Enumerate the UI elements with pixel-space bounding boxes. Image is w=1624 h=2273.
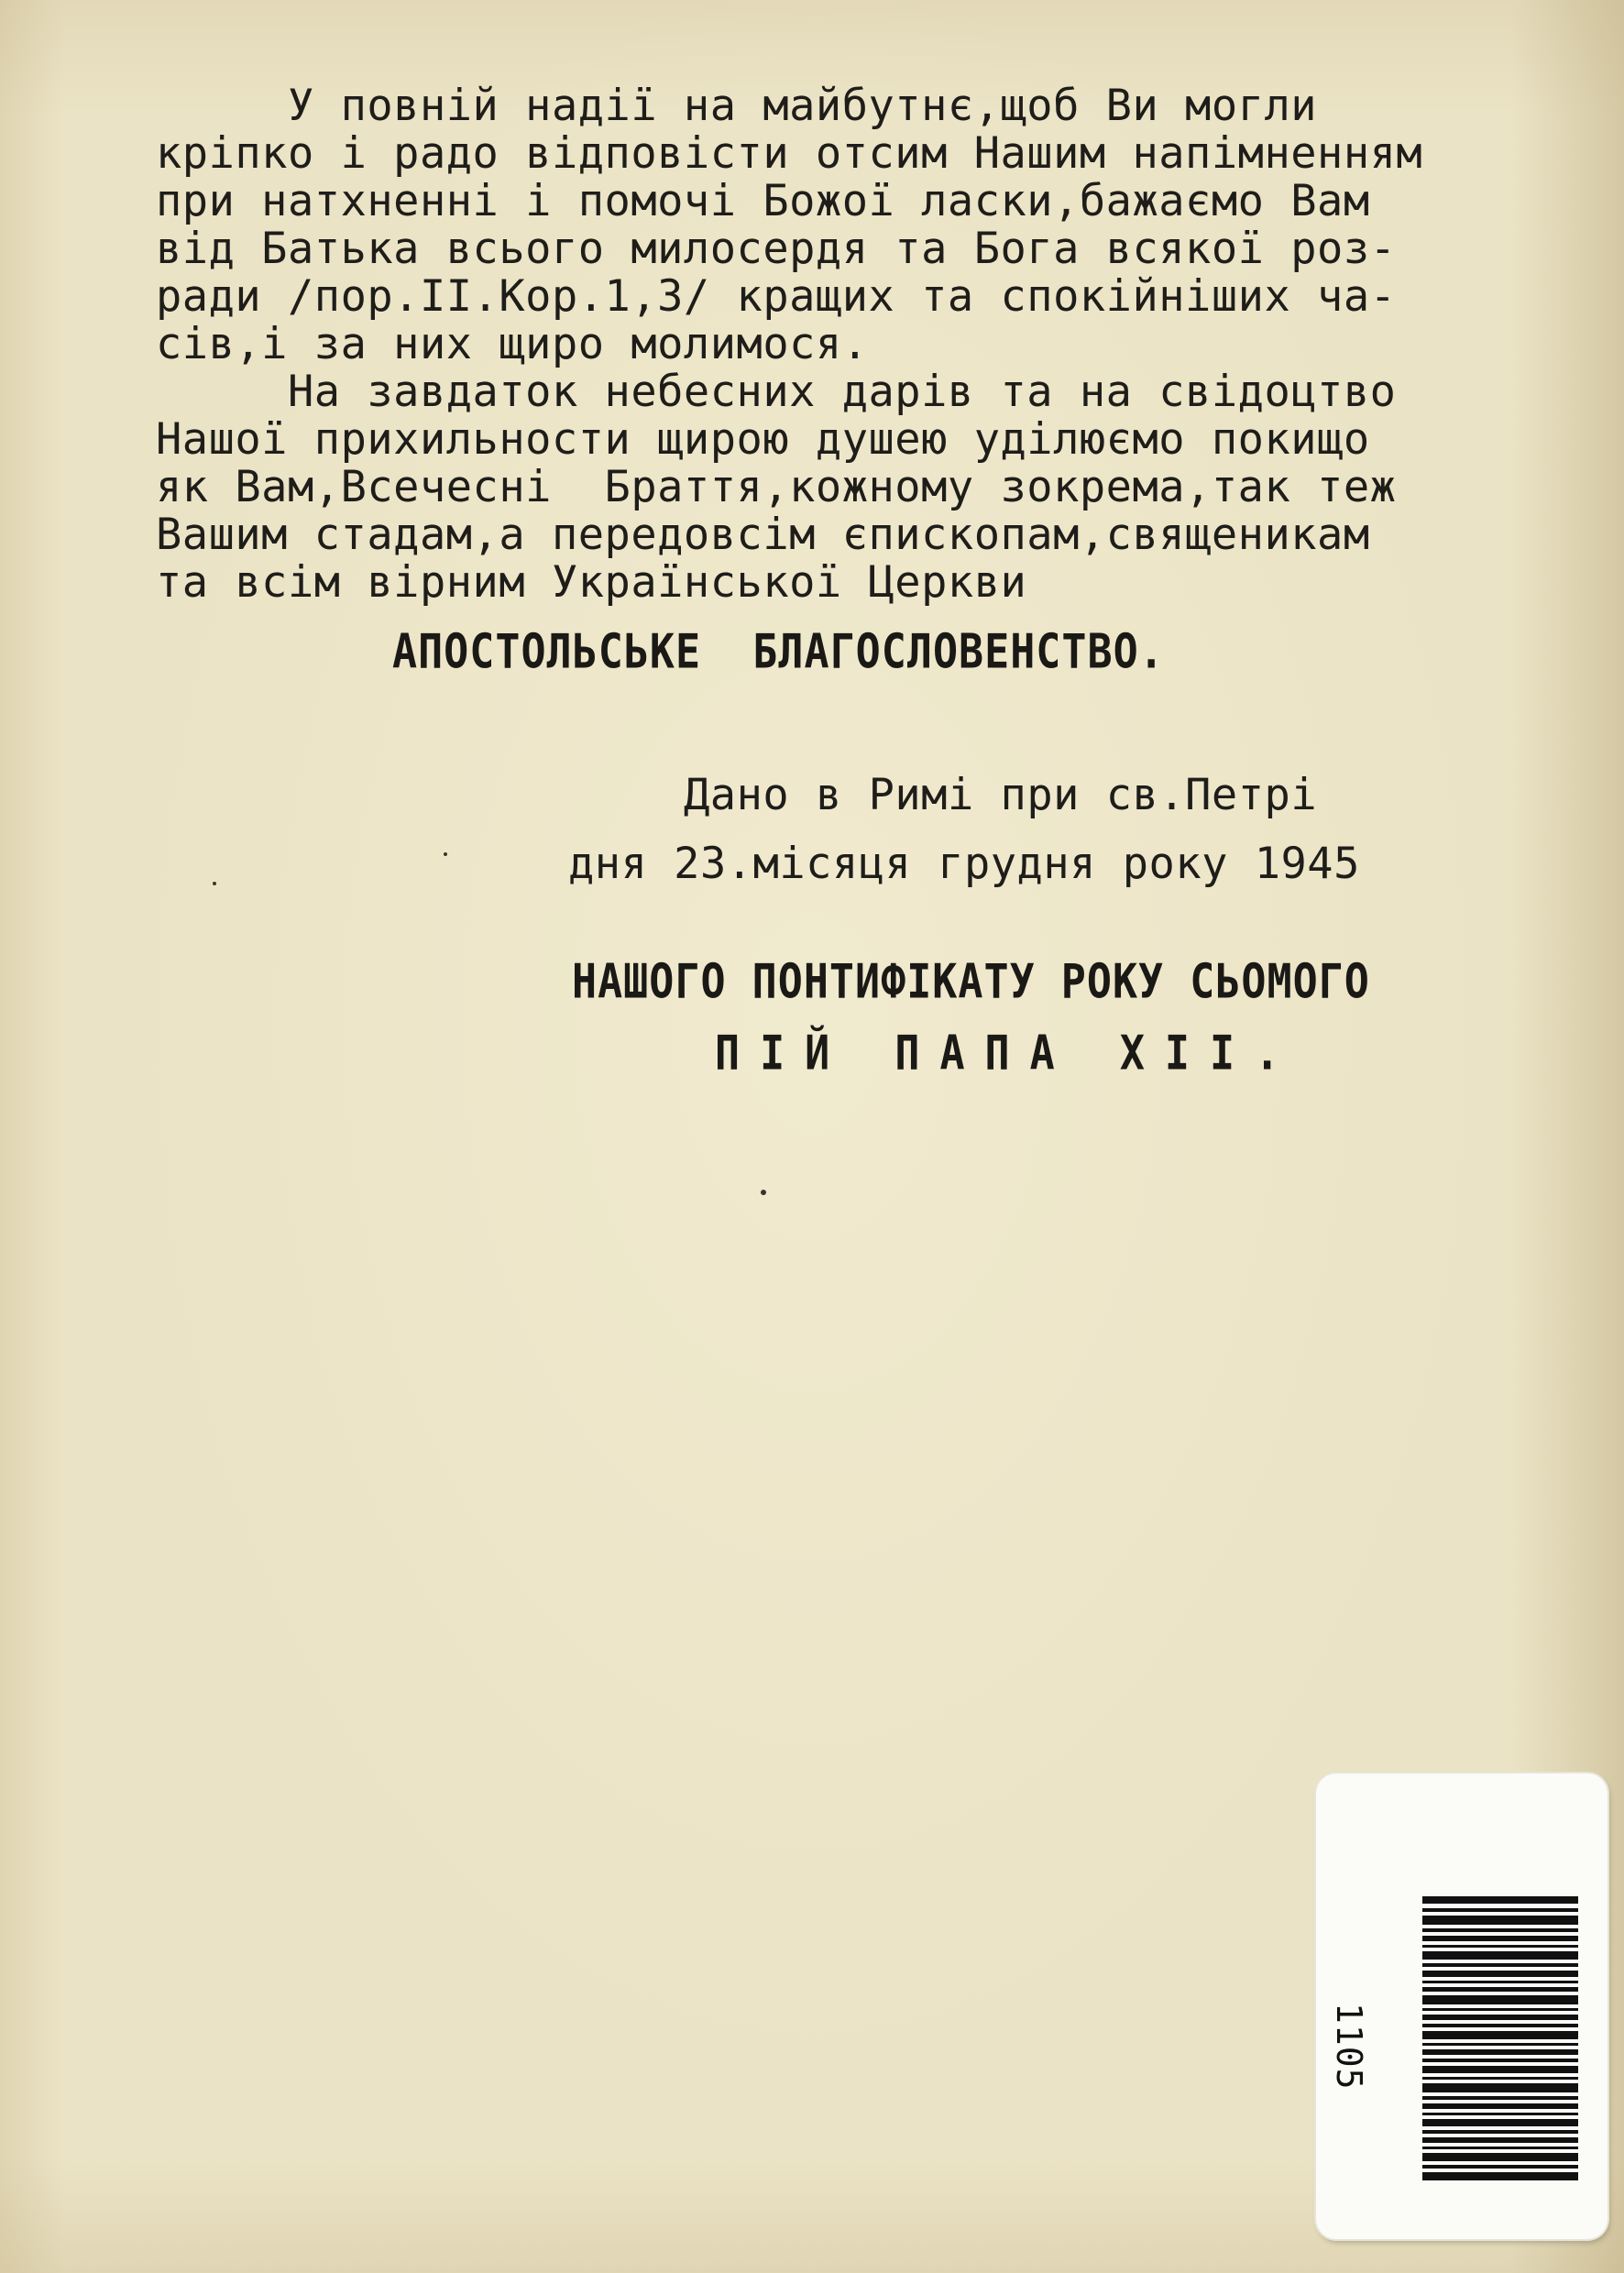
ink-speck	[213, 882, 216, 885]
barcode-icon	[1422, 1896, 1578, 2180]
text-line: при натхненні і помочі Божої ласки,бажаємо Вам	[156, 176, 1370, 226]
text-line: як Вам,Всечесні Браття,кожному зокрема,так теж	[156, 462, 1397, 512]
label-number: 1105	[1329, 2003, 1369, 2091]
pontificate-line: НАШОГО ПОНТИФІКАТУ РОКУ СЬОМОГО	[572, 953, 1370, 1009]
signature: ПІЙ ПАПА XII.	[715, 1025, 1300, 1081]
text-line: На завдаток небесних дарів та на свідоцтво	[156, 367, 1397, 417]
text-line: Вашим стадам,а передовсім єпископам,священикам	[156, 510, 1370, 560]
text-line: Нашої прихильности щирою душею уділюємо покищо	[156, 414, 1370, 465]
given-place: Дано в Римі при св.Петрі	[684, 770, 1318, 820]
library-barcode-label	[1316, 1773, 1608, 2239]
text-line: від Батька всього милосердя та Бога всякої роз-	[156, 224, 1397, 274]
blessing-heading: АПОСТОЛЬСЬКЕ БЛАГОСЛОВЕНСТВО.	[392, 623, 1165, 679]
text-line: сів,і за них щиро молимося.	[156, 319, 869, 369]
text-line: кріпко і радо відповісти отсим Нашим напімненням	[156, 128, 1423, 179]
text-line: ради /пор.II.Кор.1,3/ кращих та спокійніших ча-	[156, 271, 1397, 322]
given-date: дня 23.місяця грудня року 1945	[568, 839, 1360, 889]
text-line: У повній надії на майбутнє,щоб Ви могли	[156, 81, 1318, 131]
ink-speck	[761, 1190, 766, 1195]
text-line: та всім вірним Української Церкви	[156, 557, 1027, 608]
ink-speck	[444, 852, 447, 856]
